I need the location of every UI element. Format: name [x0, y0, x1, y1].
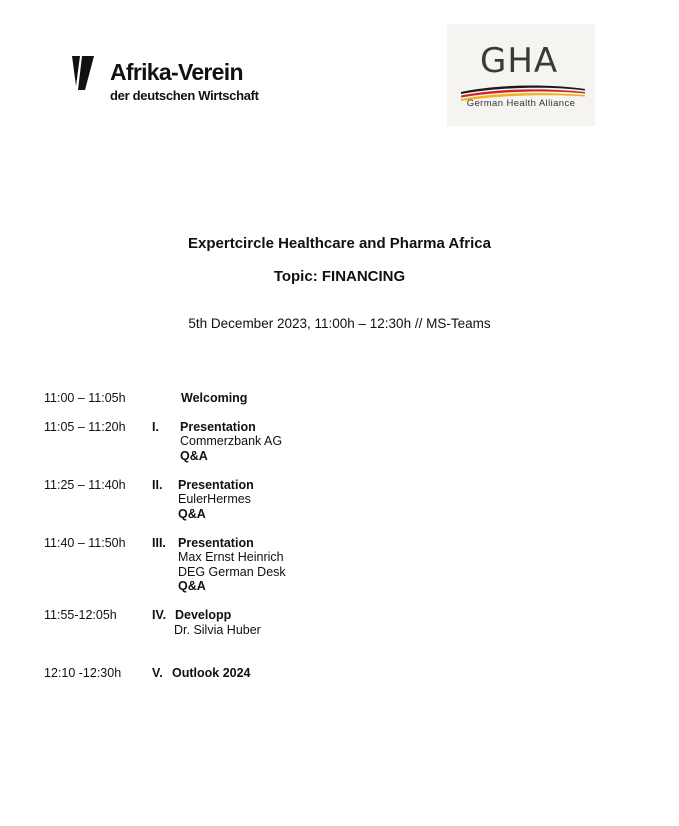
agenda-title: Outlook 2024 [172, 666, 251, 680]
agenda-number: III. [152, 536, 166, 550]
agenda-detail: Dr. Silvia Huber [174, 623, 261, 637]
agenda-time: 11:55-12:05h [44, 608, 117, 622]
agenda-detail: DEG German Desk [178, 565, 286, 579]
agenda-number: IV. [152, 608, 167, 622]
gha-letters: GHA [480, 41, 559, 81]
agenda-time: 11:25 – 11:40h [44, 478, 126, 492]
agenda-title: Presentation [180, 420, 256, 434]
afrika-verein-name: Afrika-Verein [110, 59, 243, 85]
agenda-number: II. [152, 478, 163, 492]
agenda-time: 11:00 – 11:05h [44, 391, 126, 405]
agenda-time: 11:05 – 11:20h [44, 420, 126, 434]
agenda-number: V. [152, 666, 163, 680]
agenda-title: Presentation [178, 536, 254, 550]
agenda-title: Developp [175, 608, 232, 622]
agenda-title: Welcoming [181, 391, 248, 405]
afrika-verein-subtitle: der deutschen Wirtschaft [110, 88, 259, 103]
agenda-time: 12:10 -12:30h [44, 666, 122, 680]
agenda-detail: Max Ernst Heinrich [178, 550, 284, 564]
agenda-qa: Q&A [180, 449, 208, 463]
agenda-qa: Q&A [178, 579, 206, 593]
date-line: 5th December 2023, 11:00h – 12:30h // MS-Teams [188, 316, 491, 331]
agenda-title: Presentation [178, 478, 254, 492]
agenda-detail: EulerHermes [178, 492, 251, 506]
document-title: Expertcircle Healthcare and Pharma Africa [188, 235, 491, 252]
gha-full-name: German Health Alliance [466, 98, 576, 109]
agenda-detail: Commerzbank AG [180, 434, 283, 448]
agenda-number: I. [152, 420, 159, 434]
document-topic: Topic: FINANCING [273, 268, 406, 285]
agenda-time: 11:40 – 11:50h [44, 536, 126, 550]
agenda-qa: Q&A [178, 507, 206, 521]
